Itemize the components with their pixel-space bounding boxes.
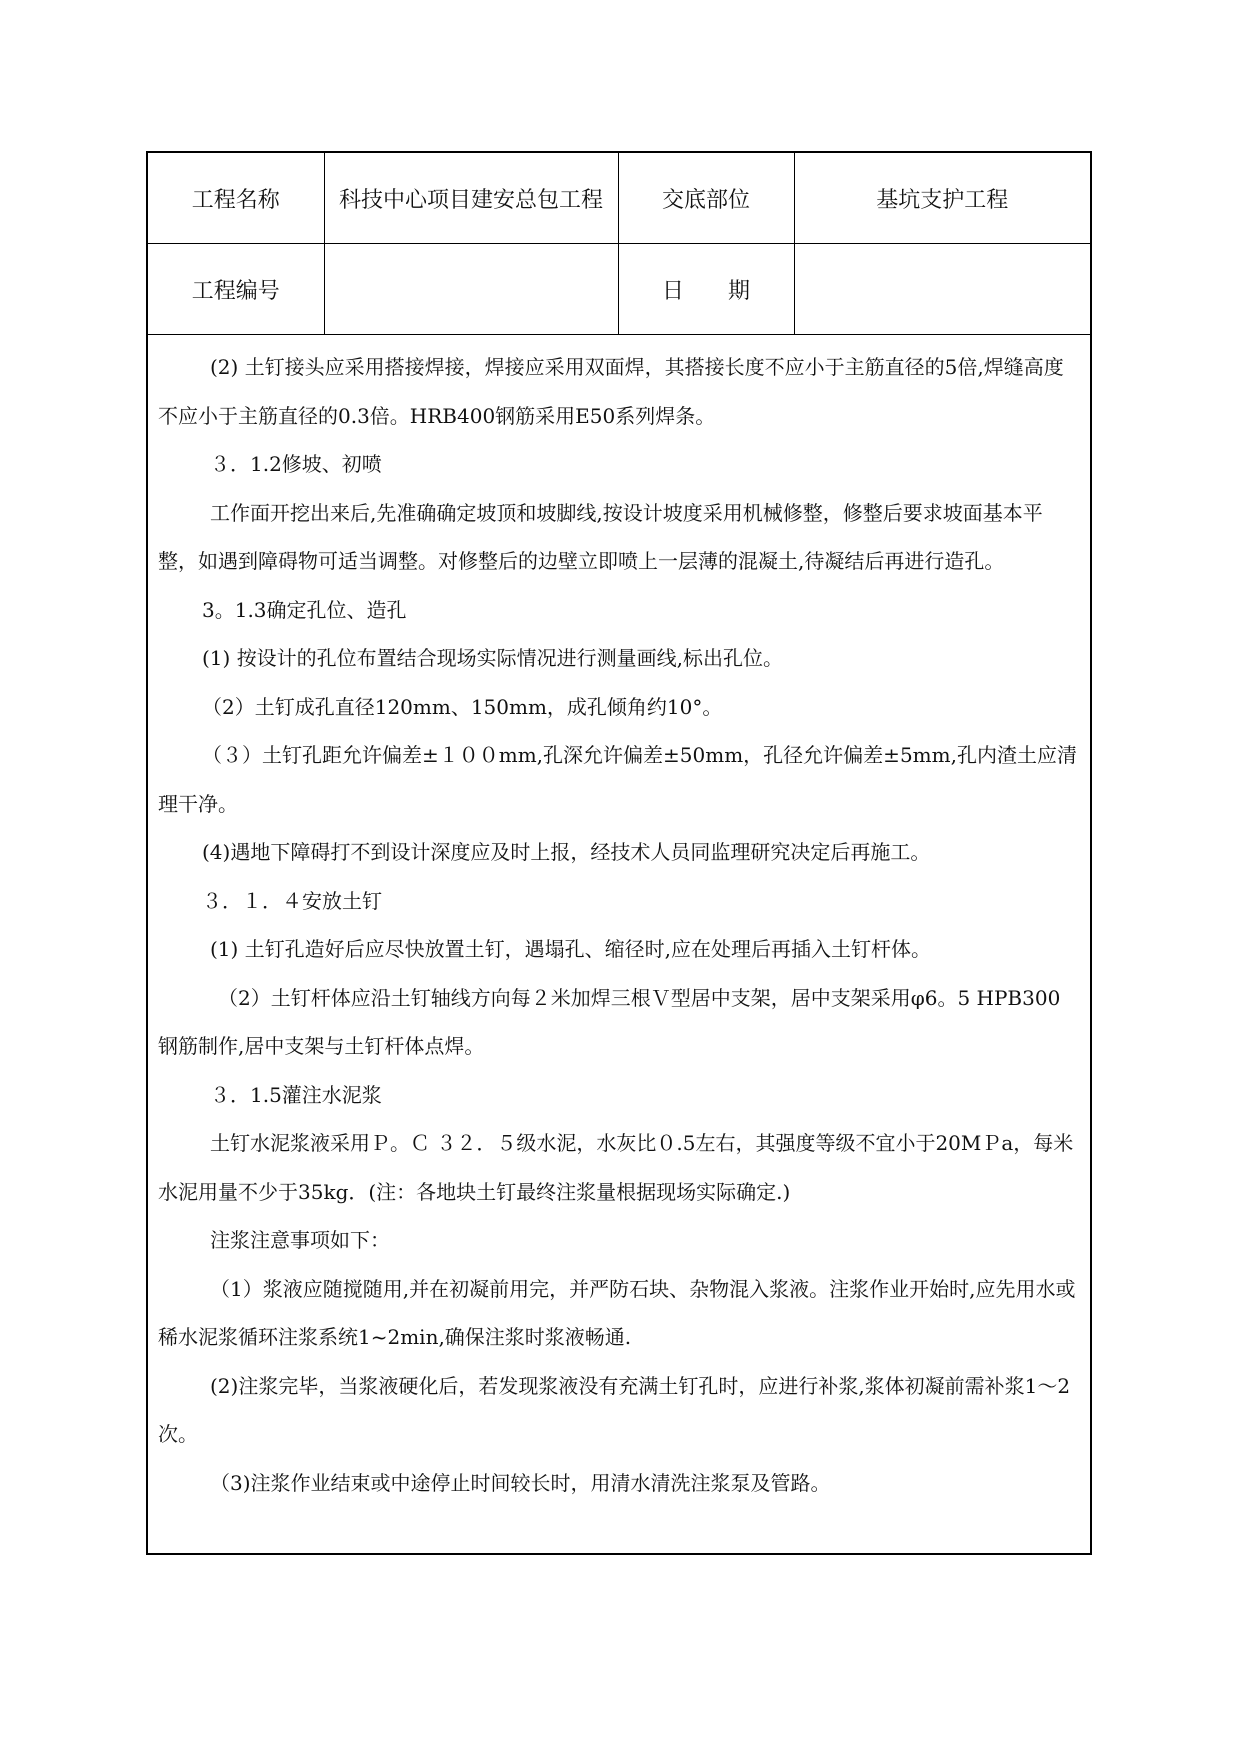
project-name-label: 工程名称 [148, 153, 324, 244]
header-row-2 [148, 244, 1090, 335]
paragraph: (2)注浆完毕，当浆液硬化后，若发现浆液没有充满土钉孔时，应进行补浆,浆体初凝前需补浆1～2次。 [158, 1373, 1071, 1446]
section-heading: 3。1.3确定孔位、造孔 [202, 597, 407, 622]
location-label: 交底部位 [618, 153, 794, 244]
paragraph: （2）土钉杆体应沿土钉轴线方向每２米加焊三根Ｖ型居中支架，居中支架采用φ6。5 HPB300钢筋制作,居中支架与土钉杆体点焊。 [158, 985, 1061, 1058]
body-text [148, 335, 1090, 1507]
project-no-label: 工程编号 [148, 244, 324, 335]
project-name-value: 科技中心项目建安总包工程 [324, 153, 618, 244]
date-value [794, 244, 1090, 335]
paragraph: (1) 土钉孔造好后应尽快放置土钉，遇塌孔、缩径时,应在处理后再插入土钉杆体。 [210, 937, 932, 961]
paragraph: （1）浆液应随搅随用,并在初凝前用完，并严防石块、杂物混入浆液。注浆作业开始时,应先用水或稀水泥浆循环注浆系统1~2min,确保注浆时浆液畅通. [158, 1276, 1076, 1349]
section-heading: ３．１．４安放土钉 [202, 888, 382, 913]
header-row-1 [148, 153, 1090, 244]
location-value: 基坑支护工程 [794, 153, 1090, 244]
paragraph: (1) 按设计的孔位布置结合现场实际情况进行测量画线,标出孔位。 [202, 646, 784, 670]
section-heading: ３．1.2修坡、初喷 [210, 452, 382, 476]
paragraph: 注浆注意事项如下： [210, 1228, 390, 1252]
section-heading: ３．1.5灌注水泥浆 [210, 1082, 382, 1107]
paragraph: （３）土钉孔距允许偏差±１００mm,孔深允许偏差±50mm，孔径允许偏差±5mm,孔内渣土应清理干净。 [158, 743, 1077, 816]
header-table [148, 153, 1090, 335]
paragraph: （2）土钉成孔直径120mm、150mm，成孔倾角约10°。 [202, 694, 723, 719]
date-label: 日 期 [618, 244, 794, 335]
paragraph: (2) 土钉接头应采用搭接焊接，焊接应采用双面焊，其搭接长度不应小于主筋直径的5倍,焊缝高度不应小于主筋直径的0.3倍。HRB400钢筋采用E50系列焊条。 [158, 355, 1064, 428]
project-no-value [324, 244, 618, 335]
paragraph: (4)遇地下障碍打不到设计深度应及时上报，经技术人员同监理研究决定后再施工。 [202, 840, 931, 864]
paragraph: 土钉水泥浆液采用Ｐ。Ｃ ３２．５级水泥，水灰比０.5左右，其强度等级不宜小于20MＰa，每米水泥用量不少于35kg．(注：各地块土钉最终注浆量根据现场实际确定.) [158, 1131, 1074, 1204]
paragraph: （3)注浆作业结束或中途停止时间较长时，用清水清洗注浆泵及管路。 [210, 1470, 831, 1495]
paragraph: 工作面开挖出来后,先准确确定坡顶和坡脚线,按设计坡度采用机械修整，修整后要求坡面基本平整，如遇到障碍物可适当调整。对修整后的边壁立即喷上一层薄的混凝土,待凝结后再进行造孔。 [158, 500, 1043, 573]
disclosure-sheet [146, 151, 1092, 1555]
